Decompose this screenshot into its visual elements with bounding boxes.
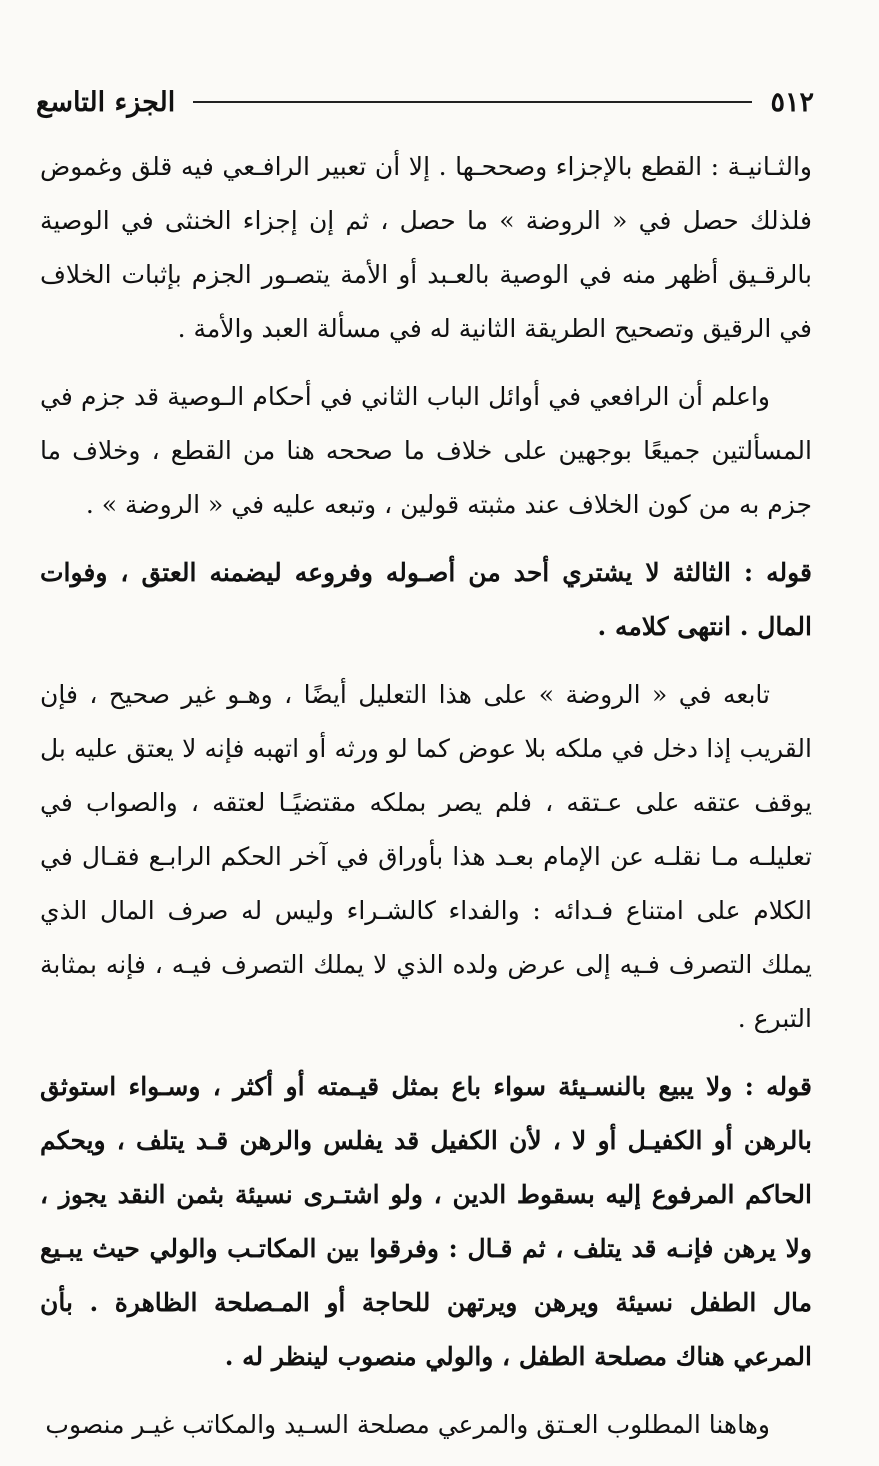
quote-third-issue: قوله : الثالثة لا يشتري أحد من أصـوله وفروعه ليضمنه العتق ، وفوات المال . انتهى كلامه . — [40, 558, 812, 641]
header-rule — [193, 101, 752, 103]
running-header — [36, 80, 814, 124]
paragraph-continuation: وهاهنا المطلوب العـتق والمرعي مصلحة السـيد والمكاتب غيـر منصوب — [45, 1410, 770, 1439]
volume-title: الجزء التاسع — [36, 86, 176, 118]
quote-credit-sale: قوله : ولا يبيع بالنسـيئة سواء باع بمثل قيـمته أو أكثر ، وسـواء استوثق بالرهن أو الكفيـل أو لا ، لأن الكفيل قد يفلس والرهن قـد يتلف ، ويحكم الحاكم المرفوع إليه بسقوط الدين ، ولو اشتـرى نسيئة بثمن النقد يجوز ، ولا يرهن فإنـه قد يتلف ، ثم قـال : وفرقوا بين المكاتـب والولي حيث يبـيع مال الطفل نسيئة ويرهن ويرتهن للحاجة أو المـصلحة الظاهرة . بأن المرعي هناك مصلحة الطفل ، والولي منصوب لينظر له . — [40, 1072, 813, 1371]
page-number: ٥١٢ — [770, 86, 814, 118]
page-body — [40, 140, 812, 1466]
paragraph-note-rafii: واعلم أن الرافعي في أوائل الباب الثاني في أحكام الـوصية قد جزم في المسألتين جميعًا بوجهين على خلاف ما صححه هنا من القطع ، وخلاف ما جزم به من كون الخلاف عند مثبته قولين ، وتبعه عليه في « الروضة » . — [40, 382, 812, 519]
paragraph-second-opinion: والثـانيـة : القطع بالإجزاء وصححـها . إلا أن تعبير الرافـعي فيه قلق وغموض فلذلك حصل في « الروضة » ما حصل ، ثم إن إجزاء الخنثى في الوصية بالرقـيق أظهر منه في الوصية بالعـبد أو الأمة يتصـور الجزم بإثبات الخلاف في الرقيق وتصحيح الطريقة الثانية له في مسألة العبد والأمة . — [40, 152, 812, 343]
paragraph-commentary: تابعه في « الروضة » على هذا التعليل أيضًا ، وهـو غير صحيح ، فإن القريب إذا دخل في ملكه بلا عوض كما لو ورثه أو اتهبه فإنه لا يعتق عليه بل يوقف عتقه على عـتقه ، فلم يصر بملكه مقتضيًـا لعتقه ، والصواب في تعليلـه مـا نقلـه عن الإمام بعـد هذا بأوراق في آخر الحكم الرابـع فقـال في الكلام على امتناع فـدائه : والفداء كالشـراء وليس له صرف المال الذي يملك التصرف فـيه إلى عرض ولده الذي لا يملك التصرف فيـه ، فإنه بمثابة التبرع . — [40, 680, 812, 1033]
